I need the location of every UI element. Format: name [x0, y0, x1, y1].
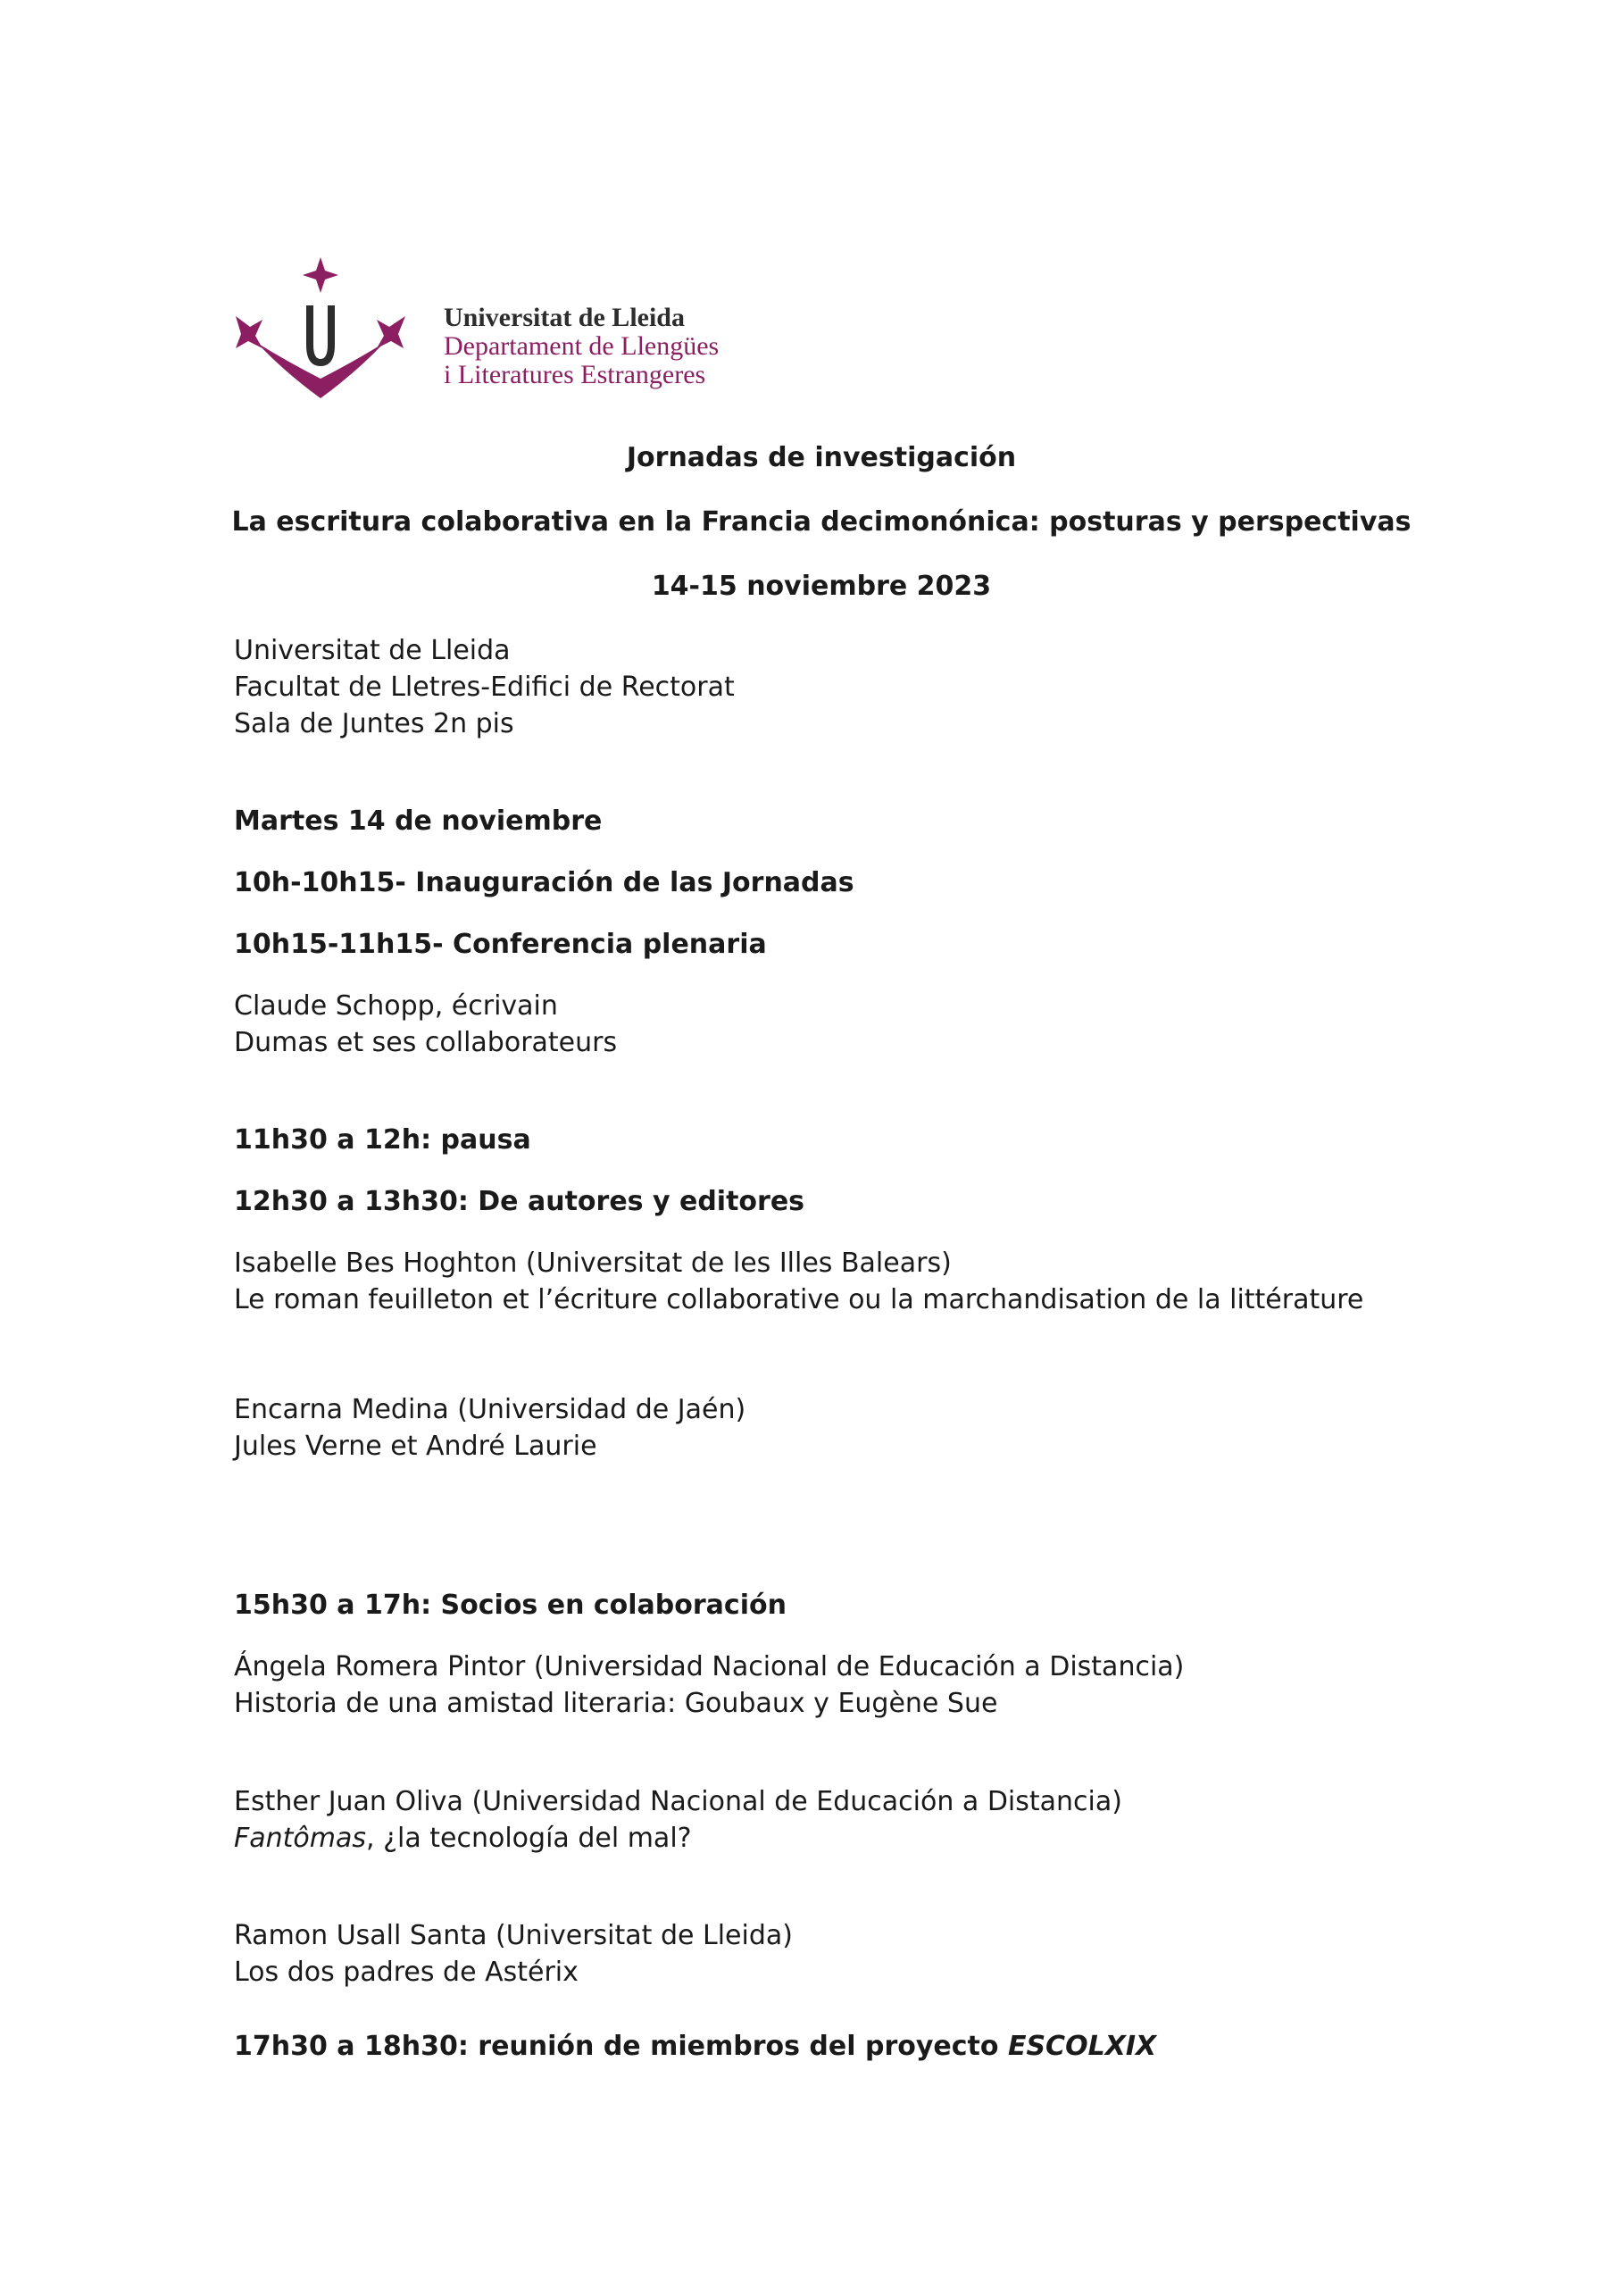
- speaker-romera-pintor: Ángela Romera Pintor (Universidad Nacional de Educación a Distancia): [234, 1651, 1185, 1682]
- venue-line-1: Universitat de Lleida: [234, 635, 511, 666]
- logo-text: [444, 304, 719, 389]
- session-authors-editors: 12h30 a 13h30: De autores y editores: [234, 1186, 805, 1217]
- meeting-text: 17h30 a 18h30: reunión de miembros del proyecto: [234, 2031, 1008, 2062]
- talk-romera-pintor: Historia de una amistad literaria: Goubaux y Eugène Sue: [234, 1688, 998, 1719]
- talk-juan-oliva: [234, 1820, 692, 1857]
- session-project-meeting: [234, 2028, 1156, 2066]
- day-heading: Martes 14 de noviembre: [234, 805, 603, 837]
- logo-line-literatures: i Literatures Estrangeres: [444, 360, 706, 389]
- page-subtitle: La escritura colaborativa en la Francia decimonónica: posturas y perspectivas: [231, 506, 1412, 538]
- plenary-talk: Dumas et ses collaborateurs: [234, 1027, 618, 1058]
- session-partners: 15h30 a 17h: Socios en colaboración: [234, 1590, 787, 1621]
- project-name: ESCOLXIX: [1007, 2031, 1157, 2062]
- speaker-bes-hoghton: Isabelle Bes Hoghton (Universitat de les Illes Balears): [234, 1248, 952, 1279]
- talk-title-italic: Fantômas: [234, 1823, 367, 1854]
- venue-line-3: Sala de Juntes 2n pis: [234, 708, 514, 739]
- talk-bes-hoghton: Le roman feuilleton et l’écriture collaborative ou la marchandisation de la littérature: [234, 1284, 1364, 1315]
- speaker-medina: Encarna Medina (Universidad de Jaén): [234, 1394, 746, 1425]
- page-title: Jornadas de investigación: [626, 442, 1017, 473]
- plenary-speaker: Claude Schopp, écrivain: [234, 990, 558, 1022]
- logo-line-university: Universitat de Lleida: [444, 303, 685, 332]
- venue-line-2: Facultat de Lletres-Edifici de Rectorat: [234, 672, 735, 703]
- event-dates: 14-15 noviembre 2023: [651, 571, 992, 602]
- talk-usall-santa: Los dos padres de Astérix: [234, 1957, 579, 1988]
- logo-line-department: Departament de Llengües: [444, 331, 720, 361]
- session-plenary: 10h15-11h15- Conferencia plenaria: [234, 929, 767, 960]
- university-emblem-icon: [230, 255, 427, 407]
- session-break: 11h30 a 12h: pausa: [234, 1124, 531, 1156]
- talk-title-rest: , ¿la tecnología del mal?: [366, 1823, 692, 1854]
- session-inauguration: 10h-10h15- Inauguración de las Jornadas: [234, 867, 854, 898]
- university-logo: [230, 255, 739, 407]
- talk-medina: Jules Verne et André Laurie: [234, 1431, 597, 1462]
- speaker-usall-santa: Ramon Usall Santa (Universitat de Lleida): [234, 1920, 793, 1951]
- speaker-juan-oliva: Esther Juan Oliva (Universidad Nacional de Educación a Distancia): [234, 1786, 1122, 1817]
